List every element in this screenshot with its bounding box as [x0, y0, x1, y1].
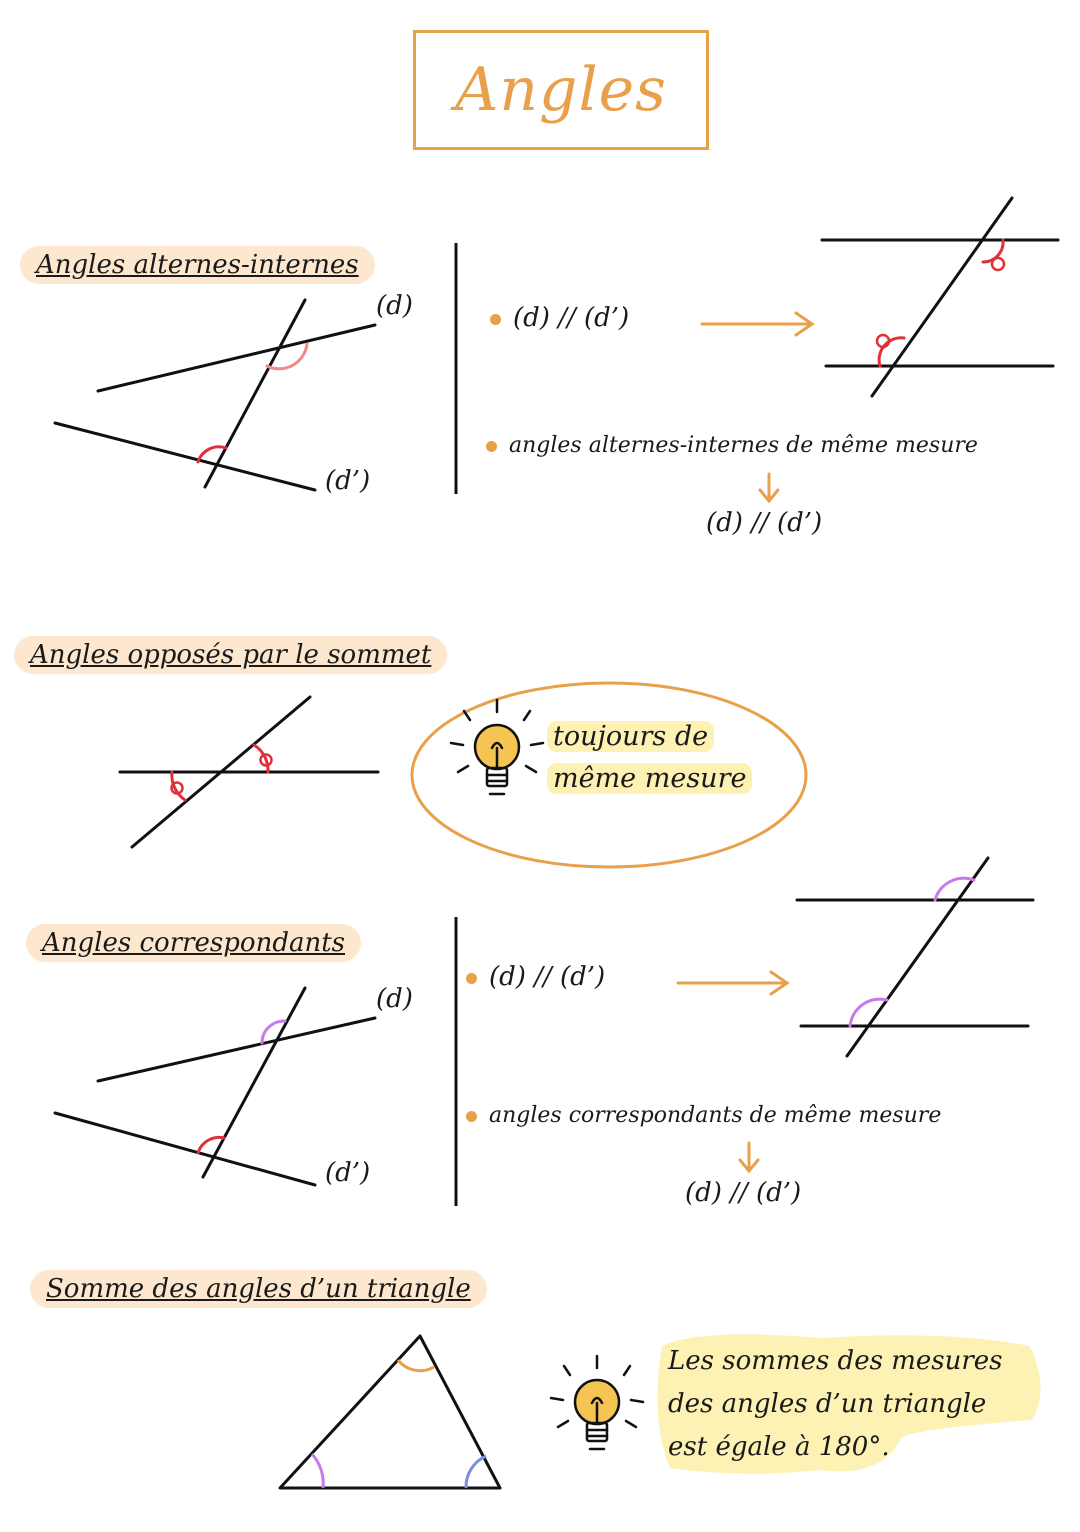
conclusion-1: (d) // (d’) — [706, 508, 823, 538]
lightbulb-icon-2 — [551, 1356, 643, 1449]
tip-line-2: des angles d’un triangle — [668, 1389, 987, 1419]
transversal — [205, 300, 305, 487]
lightbulb-icon — [451, 700, 543, 794]
bullet-parallel-2 — [466, 962, 605, 992]
tip-line-2: même mesure — [547, 763, 752, 794]
label-d: (d) — [376, 291, 413, 321]
bullet-text: angles alternes-internes de même mesure — [509, 433, 978, 458]
alternes-right-figure — [822, 198, 1058, 396]
heading-correspondants: Angles correspondants — [26, 924, 361, 962]
bullet-text: (d) // (d’) — [513, 303, 630, 333]
page-title: Angles — [455, 55, 667, 125]
bullet-text: angles correspondants de même mesure — [489, 1103, 942, 1128]
label-d-2: (d) — [376, 984, 413, 1014]
heading-triangle: Somme des angles d’un triangle — [30, 1270, 487, 1308]
alternes-left-figure — [55, 300, 375, 490]
tip-opposes — [547, 716, 752, 800]
bullet-dot — [466, 973, 477, 984]
bullet-dot — [466, 1111, 477, 1122]
line-d — [98, 325, 375, 391]
label-dprime: (d’) — [325, 466, 371, 496]
heading-opposes: Angles opposés par le sommet — [14, 636, 447, 674]
tip-triangle — [668, 1340, 1002, 1469]
down-arrow-icon-2 — [740, 1143, 758, 1171]
bullet-parallel-1 — [490, 303, 629, 333]
line-dprime — [55, 423, 315, 490]
tip-line-1: Les sommes des mesures — [668, 1346, 1003, 1376]
tip-line-3: est égale à 180°. — [668, 1432, 890, 1462]
right-arrow-icon-2 — [678, 972, 787, 994]
conclusion-2: (d) // (d’) — [685, 1178, 802, 1208]
down-arrow-icon — [760, 474, 778, 501]
bullet-text: (d) // (d’) — [489, 962, 606, 992]
right-arrow-icon — [702, 313, 812, 335]
opposes-figure — [120, 697, 378, 847]
label-dprime-2: (d’) — [325, 1158, 371, 1188]
triangle-figure — [280, 1336, 500, 1488]
bullet-angles-2 — [466, 1103, 941, 1128]
bullet-dot — [490, 314, 501, 325]
bullet-angles-1 — [486, 433, 978, 458]
tip-line-1: toujours de — [547, 721, 714, 752]
title-box — [413, 30, 709, 150]
correspondants-right-figure — [797, 858, 1033, 1056]
correspondants-left-figure — [55, 988, 375, 1185]
bullet-dot — [486, 441, 497, 452]
angle-arc-top — [267, 344, 307, 369]
heading-alternes: Angles alternes-internes — [20, 246, 375, 284]
